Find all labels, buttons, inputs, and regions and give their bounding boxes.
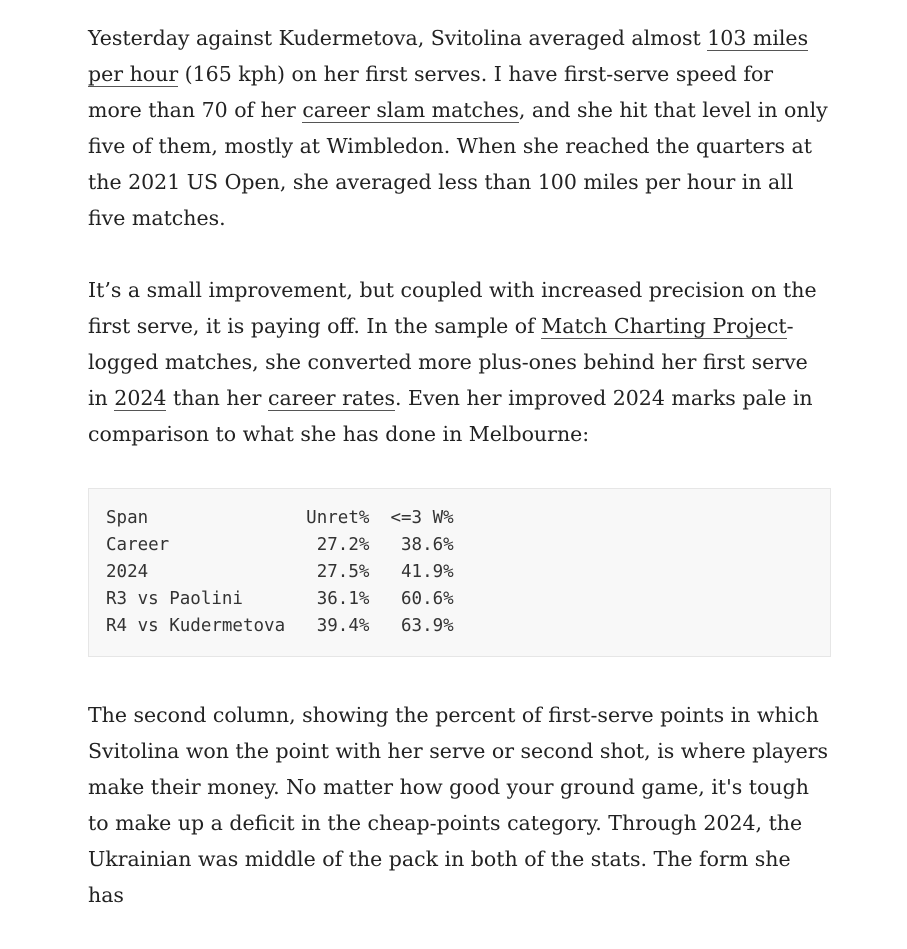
paragraph-second-column: The second column, showing the percent of first-serve points in which Svitolina won the point with her serve or second shot, is where players make their money. No matter how good your ground game, it's tough to make up a deficit in the cheap-points category. Through 2024, the Ukrainian was middle of the pack in both of the stats. The form she has [88, 703, 829, 907]
stats-table [106, 505, 813, 640]
table-row-r4-kudermetova: R4 vs Kudermetova 39.4% 63.9% [106, 616, 454, 636]
paragraph-text: -logged matches, she converted more plus-ones behind her first serve in [88, 314, 808, 410]
table-row-r3-paolini: R3 vs Paolini 36.1% 60.6% [106, 589, 454, 609]
article-body [88, 20, 833, 949]
table-row-career: Career 27.2% 38.6% [106, 535, 454, 555]
paragraph-text: It’s a small improvement, but coupled with increased precision on the first serve, it is paying off. In the sample of [88, 278, 817, 338]
paragraph-serve-speed [88, 20, 833, 236]
link-match-charting-project[interactable]: Match Charting Project [541, 314, 787, 338]
paragraph-plus-ones [88, 272, 833, 452]
paragraph-text: Yesterday against Kudermetova, Svitolina averaged almost [88, 26, 708, 50]
link-career-slam-matches[interactable]: career slam matches [302, 98, 519, 122]
paragraph-text: than her [166, 386, 269, 410]
paragraph-text: , and she hit that level in only five of them, mostly at Wimbledon. When she reached the quarters at the 2021 US Open, she averaged less than 100 miles per hour in all five matches. [88, 98, 828, 230]
table-row-2024: 2024 27.5% 41.9% [106, 562, 454, 582]
paragraph-text: . Even her improved 2024 marks pale in comparison to what she has done in Melbourne: [88, 386, 813, 446]
table-header: Span Unret% <=3 W% [106, 508, 454, 528]
stats-table-block [88, 488, 831, 657]
link-103-mph[interactable]: 103 miles per hour [88, 26, 809, 86]
paragraph-text: (165 kph) on her first serves. I have first-serve speed for more than 70 of her [88, 62, 774, 122]
link-2024[interactable]: 2024 [114, 386, 167, 410]
link-career-rates[interactable]: career rates [268, 386, 396, 410]
